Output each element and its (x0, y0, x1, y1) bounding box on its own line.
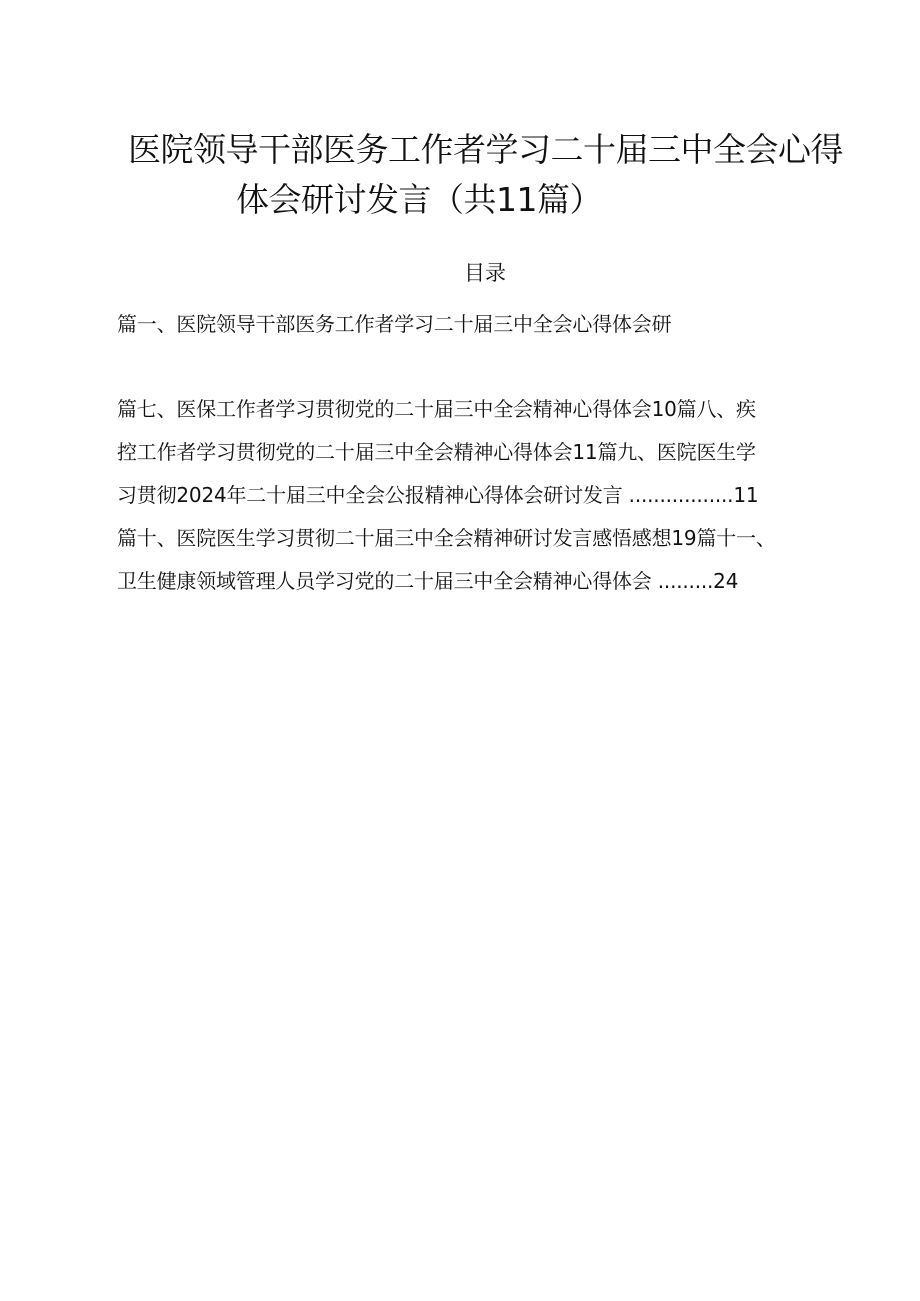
toc-line: 篇七、医保工作者学习贯彻党的二十届三中全会精神心得体会10篇八、疾 (117, 397, 756, 421)
toc-line: 控工作者学习贯彻党的二十届三中全会精神心得体会11篇九、医院医生学 (117, 440, 756, 464)
toc-line: 习贯彻2024年二十届三中全会公报精神心得体会研讨发言 .................11 (117, 483, 759, 507)
document-title-line-2: 体会研讨发言（共11篇） (236, 180, 602, 219)
document-title-line-1: 医院领导干部医务工作者学习二十届三中全会心得 (128, 130, 843, 169)
toc-line: 卫生健康领域管理人员学习党的二十届三中全会精神心得体会 .........24 (117, 569, 739, 593)
toc-heading: 目录 (464, 261, 506, 285)
toc-line: 篇十、医院医生学习贯彻二十届三中全会精神研讨发言感悟感想19篇十一、 (117, 526, 776, 550)
toc-line: 篇一、医院领导干部医务工作者学习二十届三中全会心得体会研 (117, 312, 672, 336)
